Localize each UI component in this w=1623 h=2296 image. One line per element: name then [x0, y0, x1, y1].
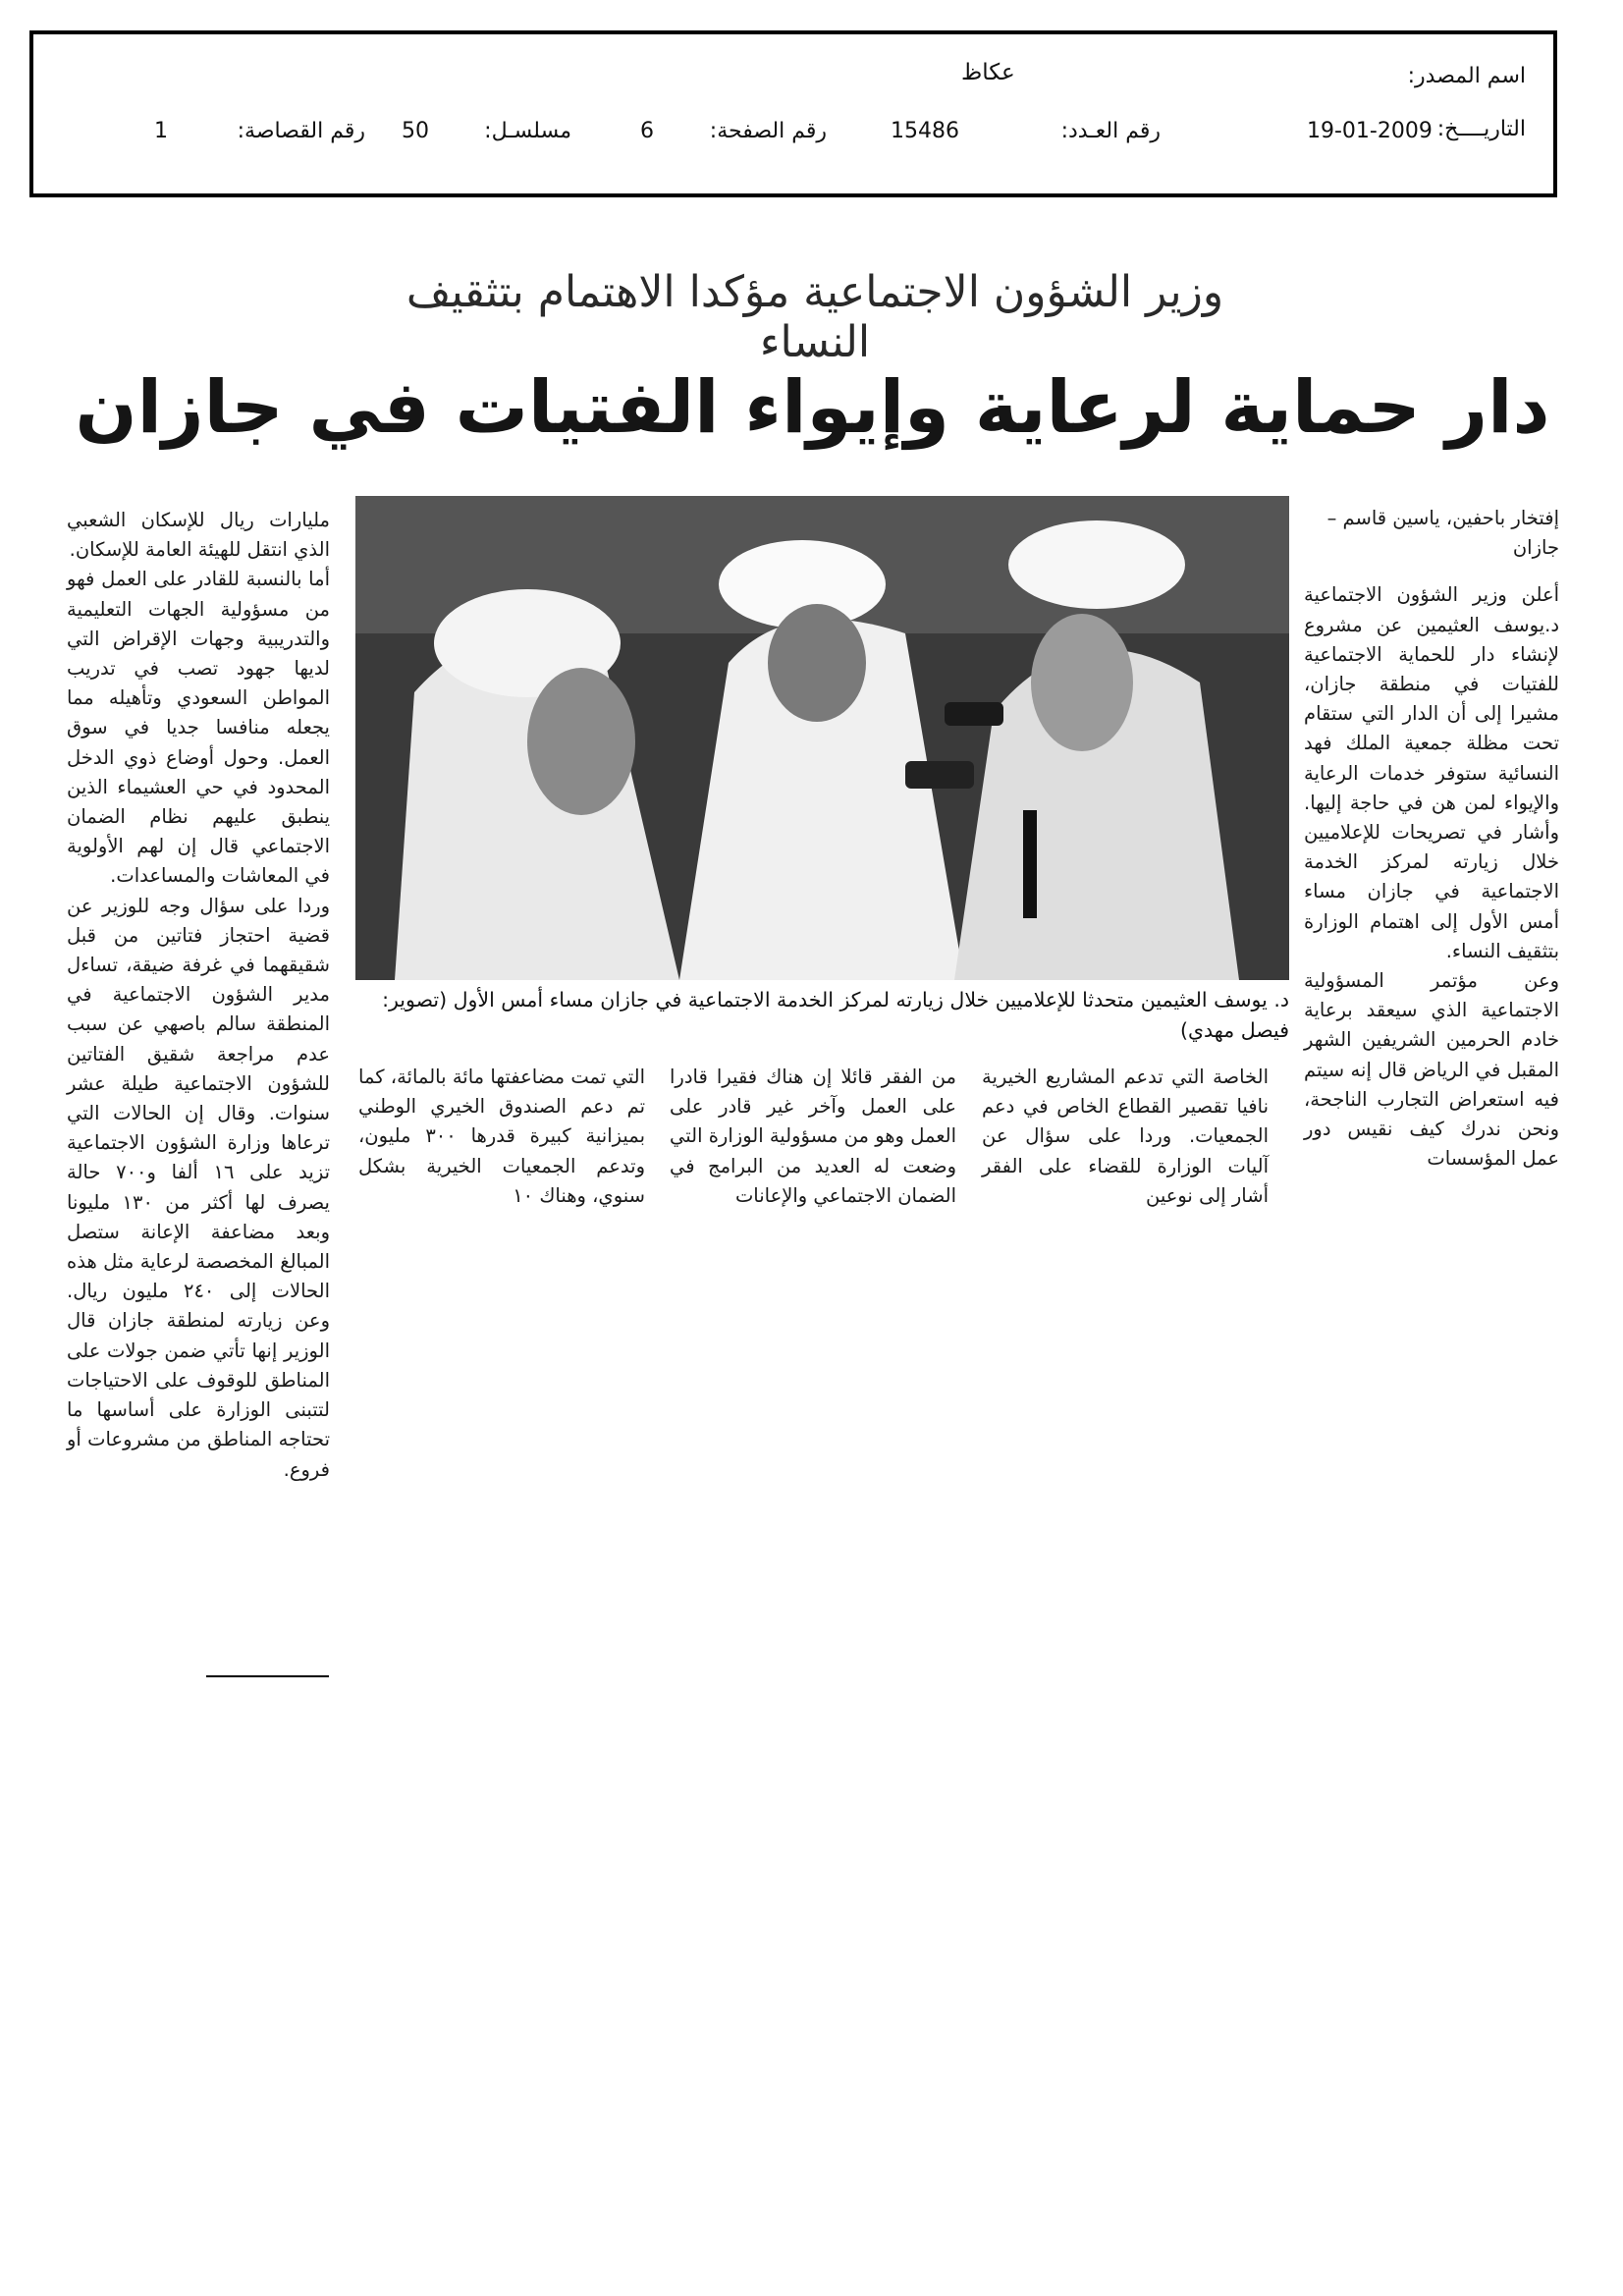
issue-label: رقم العـدد:	[1060, 119, 1161, 143]
paragraph-mid-2: من الفقر قائلا إن هناك فقيرا قادرا على العمل وآخر غير قادر على العمل وهو من مسؤولية الوزارة التي وضعت له العديد من البرامج في الضمان الاجتماعي والإعانات	[670, 1066, 956, 1207]
date-value: 19-01-2009	[1307, 119, 1433, 143]
serial-label: مسلسـل:	[484, 119, 571, 143]
mid-column-2	[670, 1063, 956, 1211]
paragraph-left-3: وردا على سؤال وجه للوزير عن قضية احتجاز فتاتين من قبل شقيقهما في غرفة ضيقة، تساءل مدير الشؤون الاجتماعية في المنطقة سالم باصهي عن سبب عدم مراجعة شقيق الفتاتين للشؤون الاجتماعية طيلة عشر سنوات. وقال إن الحالات التي ترعاها وزارة الشؤون الاجتماعية تزيد على ١٦ ألفا و٧٠٠ حالة يصرف لها أكثر من ١٣٠ مليونا وبعد مضاعفة الإعانة ستصل المبالغ المخصصة لرعاية مثل هذه الحالات إلى ٢٤٠ مليون ريال. وعن زيارته لمنطقة جازان قال الوزير إنها تأتي ضمن جولات على المناطق للوقوف على الاحتياجات لتتبنى الوزارة على أساسها ما تحتاجه المناطق من مشروعات أو فروع.	[67, 894, 331, 1481]
byline: إفتخار باحفين، ياسين قاسم – جازان	[1326, 507, 1559, 560]
photo-illustration	[355, 496, 1289, 980]
paragraph-right-2: وعن مؤتمر المسؤولية الاجتماعية الذي سيعقد برعاية خادم الحرمين الشريفين الشهر المقبل في الرياض قال إنه سيتم فيه استعراض التجارب الناجحة، ونحن ندرك كيف نقيس دور عمل المؤسسات	[1304, 969, 1559, 1171]
source-value: عكاظ	[961, 60, 1015, 85]
news-photo	[355, 496, 1289, 980]
article-subtitle: وزير الشؤون الاجتماعية مؤكدا الاهتمام بتثقيف النساء	[406, 267, 1224, 367]
photo-caption: د. يوسف العثيمين متحدثا للإعلاميين خلال زيارته لمركز الخدمة الاجتماعية في جازان مساء أمس الأول (تصوير: فيصل مهدي)	[382, 988, 1289, 1042]
mid-column-1	[982, 1063, 1269, 1211]
serial-value: 50	[402, 119, 429, 143]
page-label: رقم الصفحة:	[709, 119, 827, 143]
paragraph-mid-1: الخاصة التي تدعم المشاريع الخيرية نافيا تقصير القطاع الخاص في دعم الجمعيات. وردا على سؤال عن آليات الوزارة للقضاء على الفقر أشار إلى نوعين	[982, 1066, 1269, 1207]
source-label: اسم المصدر:	[1407, 64, 1526, 88]
paragraph-right-1: أعلن وزير الشؤون الاجتماعية د.يوسف العثيمين عن مشروع لإنشاء دار للحماية الاجتماعية للفتيات في منطقة جازان، مشيرا إلى أن الدار التي ستقام تحت مظلة جمعية الملك فهد النسائية ستوفر خدمات الرعاية والإيواء لمن هن في حاجة إليها. وأشار في تصريحات للإعلاميين خلال زيارته لمركز الخدمة الاجتماعية في جازان مساء أمس الأول إلى اهتمام الوزارة بتثقيف النساء.	[1304, 583, 1559, 962]
date-label: التاريــــخ:	[1436, 117, 1526, 141]
byline-column	[1304, 504, 1559, 1174]
paragraph-left-2: أما بالنسبة للقادر على العمل فهو من مسؤولية الجهات التعليمية والتدريبية وجهات الإقراض التي لديها جهود تصب في تدريب المواطن السعودي وتأهيله مما يجعله منافسا جديا في سوق العمل. وحول أوضاع ذوي الدخل المحدود في حي العشيماء الذين ينطبق عليهم نظام الضمان الاجتماعي قال إن لهم الأولوية في المعاشات والمساعدات.	[67, 568, 330, 888]
issue-value: 15486	[891, 119, 959, 143]
mid-column-3	[358, 1063, 645, 1211]
clipping-header-box	[29, 30, 1557, 197]
clip-value: 1	[154, 119, 168, 143]
paragraph-mid-3: التي تمت مضاعفتها مائة بالمائة، كما تم دعم الصندوق الخيري الوطني بميزانية كبيرة قدرها ٣٠٠ مليون، وتدعم الجمعيات الخيرية بشكل سنوي، وهناك ١٠	[358, 1066, 645, 1207]
paragraph-left-1: مليارات ريال للإسكان الشعبي الذي انتقل للهيئة العامة للإسكان.	[67, 509, 330, 562]
end-rule	[206, 1675, 329, 1677]
article-headline: دار حماية لرعاية وإيواء الفتيات في جازان	[75, 365, 1550, 450]
page-value: 6	[640, 119, 654, 143]
clip-label: رقم القصاصة:	[237, 119, 365, 143]
left-column	[67, 506, 330, 1485]
